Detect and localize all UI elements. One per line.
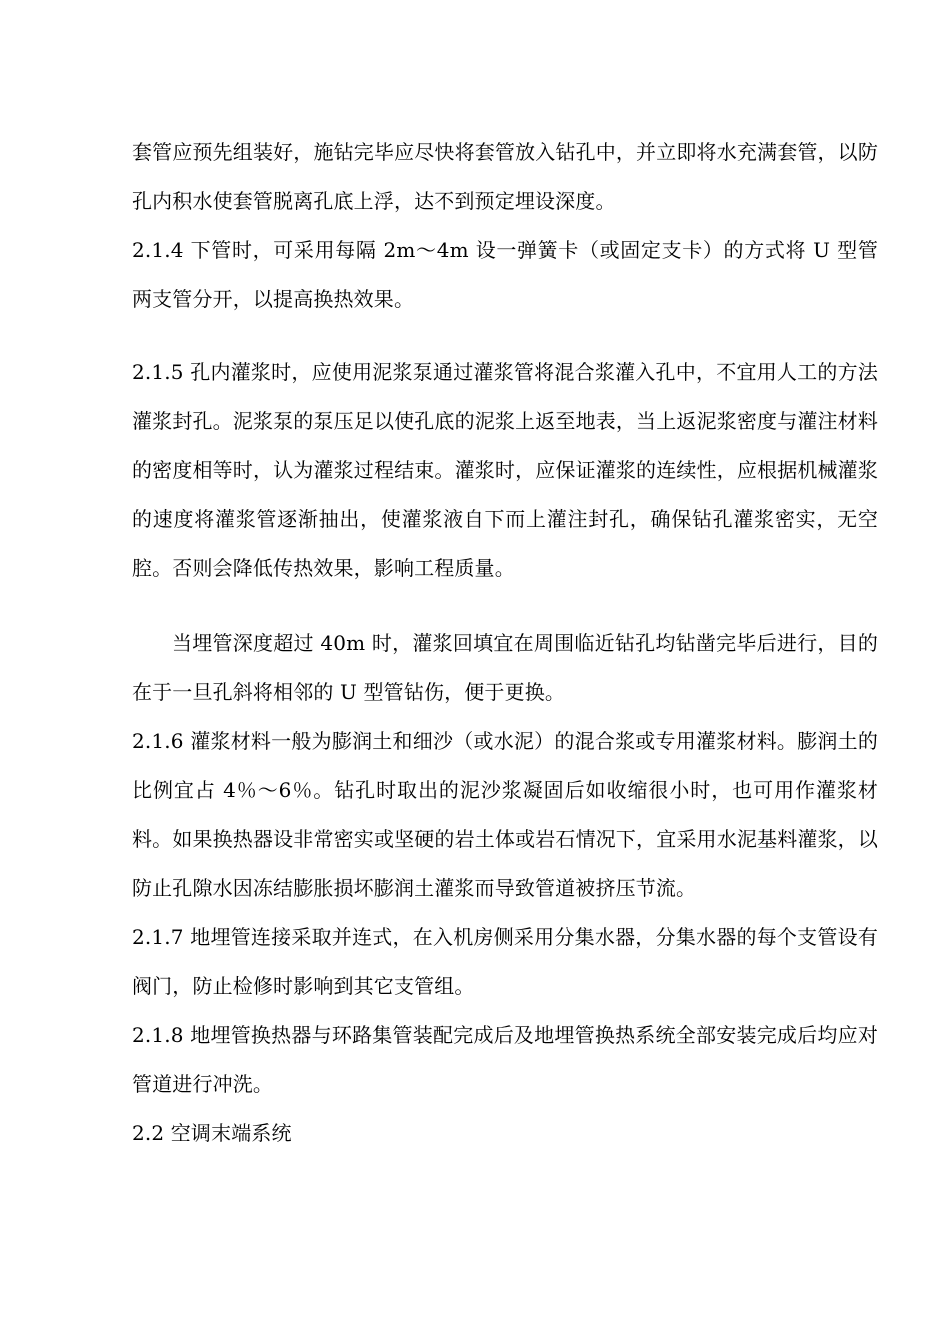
document-body [132,128,878,1158]
paragraph-grouting-depth: 当埋管深度超过 40m 时，灌浆回填宜在周围临近钻孔均钻凿完毕后进行，目的在于一旦孔斜将相邻的 U 型管钻伤，便于更换。 [132,631,878,704]
paragraph-2-1-8: 2.1.8 地埋管换热器与环路集管装配完成后及地埋管换热系统全部安装完成后均应对管道进行冲洗。 [132,1023,878,1096]
paragraph-2-1-4: 2.1.4 下管时，可采用每隔 2m～4m 设一弹簧卡（或固定支卡）的方式将 U 型管两支管分开，以提高换热效果。 [132,238,878,311]
paragraph-2-1-5: 2.1.5 孔内灌浆时，应使用泥浆泵通过灌浆管将混合浆灌入孔中，不宜用人工的方法灌浆封孔。泥浆泵的泵压足以使孔底的泥浆上返至地表，当上返泥浆密度与灌注材料的密度相等时，认为灌浆过程结束。灌浆时，应保证灌浆的连续性，应根据机械灌浆的速度将灌浆管逐渐抽出，使灌浆液自下而上灌注封孔，确保钻孔灌浆密实，无空腔。否则会降低传热效果，影响工程质量。 [132,360,878,580]
paragraph-2-1-6: 2.1.6 灌浆材料一般为膨润土和细沙（或水泥）的混合浆或专用灌浆材料。膨润土的比例宜占 4％～6％。钻孔时取出的泥沙浆凝固后如收缩很小时，也可用作灌浆材料。如果换热器设非常密实或坚硬的岩土体或岩石情况下，宜采用水泥基料灌浆，以防止孔隙水因冻结膨胀损坏膨润土灌浆而导致管道被挤压节流。 [132,729,878,900]
section-heading-2-2: 2.2 空调末端系统 [132,1121,292,1145]
paragraph-2-1-7: 2.1.7 地埋管连接采取并连式，在入机房侧采用分集水器，分集水器的每个支管设有阀门，防止检修时影响到其它支管组。 [132,925,878,998]
paragraph-casing-assembly: 套管应预先组装好，施钻完毕应尽快将套管放入钻孔中，并立即将水充满套管，以防孔内积水使套管脱离孔底上浮，达不到预定埋设深度。 [132,140,878,213]
